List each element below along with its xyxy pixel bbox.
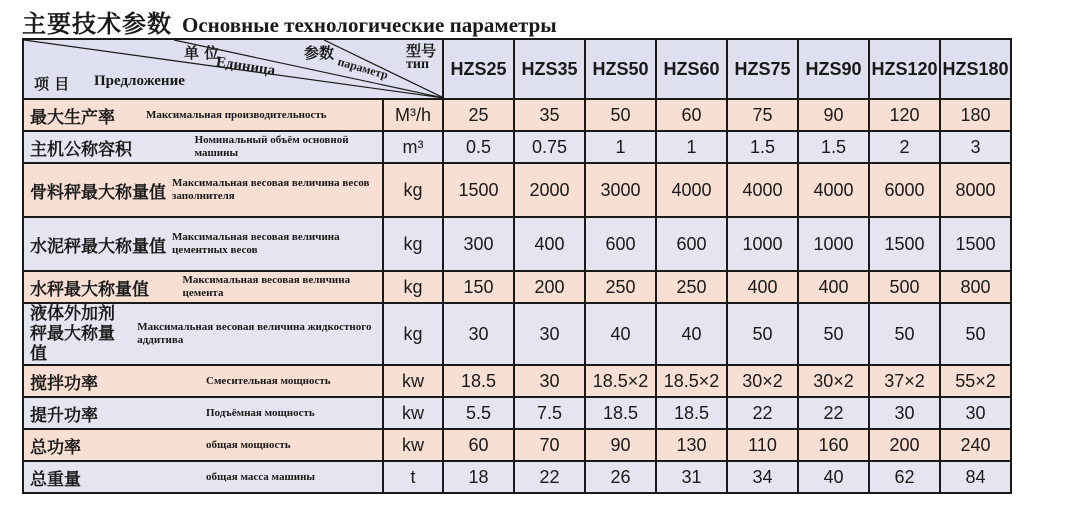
value-cell: 8000 <box>940 163 1011 217</box>
header-model-ru: тип <box>406 57 430 72</box>
value-cell: 6000 <box>869 163 940 217</box>
item-label-cn: 总功率 <box>30 437 81 458</box>
value-cell: 4000 <box>798 163 869 217</box>
model-header: HZS180 <box>940 39 1011 99</box>
item-labels <box>30 103 376 128</box>
item-labels <box>30 401 376 426</box>
value-cell: 22 <box>514 461 585 493</box>
value-cell: 40 <box>798 461 869 493</box>
item-cell <box>23 303 383 365</box>
unit-cell: m³ <box>383 131 443 163</box>
item-labels <box>30 304 376 364</box>
item-label-ru: Максимальная весовая величина жидкостного аддитива <box>137 321 372 346</box>
item-cell <box>23 365 383 397</box>
value-cell: 250 <box>585 271 656 303</box>
value-cell: 300 <box>443 217 514 271</box>
value-cell: 130 <box>656 429 727 461</box>
header-model-cn: 型号 <box>406 42 437 60</box>
value-cell: 18 <box>443 461 514 493</box>
model-header: HZS50 <box>585 39 656 99</box>
value-cell: 18.5×2 <box>656 365 727 397</box>
value-cell: 62 <box>869 461 940 493</box>
item-label-ru: общая мощность <box>206 438 291 451</box>
value-cell: 3000 <box>585 163 656 217</box>
item-labels <box>30 231 376 257</box>
model-header: HZS75 <box>727 39 798 99</box>
model-header: HZS25 <box>443 39 514 99</box>
value-cell: 600 <box>656 217 727 271</box>
item-label-ru: Подъёмная мощность <box>206 406 315 419</box>
item-label-ru: Максимальная весовая величина цементных весов <box>172 231 340 256</box>
value-cell: 1000 <box>798 217 869 271</box>
value-cell: 30 <box>869 397 940 429</box>
value-cell: 1000 <box>727 217 798 271</box>
value-cell: 90 <box>798 99 869 131</box>
value-cell: 110 <box>727 429 798 461</box>
value-cell: 120 <box>869 99 940 131</box>
item-cell <box>23 397 383 429</box>
value-cell: 50 <box>869 303 940 365</box>
unit-cell: M³/h <box>383 99 443 131</box>
value-cell: 18.5 <box>443 365 514 397</box>
value-cell: 0.75 <box>514 131 585 163</box>
parameters-table <box>22 38 1012 494</box>
value-cell: 50 <box>585 99 656 131</box>
value-cell: 160 <box>798 429 869 461</box>
diagonal-header-cell <box>23 39 443 99</box>
header-param-ru: параметр <box>336 54 390 83</box>
header-unit-cn: 单 位 <box>184 44 220 62</box>
item-label-cn: 最大生产率 <box>30 107 115 128</box>
table-row <box>23 303 1011 365</box>
item-label-cn: 搅拌功率 <box>30 373 98 394</box>
item-label-cn: 提升功率 <box>30 405 98 426</box>
value-cell: 18.5 <box>656 397 727 429</box>
header-row <box>23 39 1011 99</box>
model-header: HZS90 <box>798 39 869 99</box>
value-cell: 31 <box>656 461 727 493</box>
value-cell: 37×2 <box>869 365 940 397</box>
value-cell: 90 <box>585 429 656 461</box>
value-cell: 60 <box>656 99 727 131</box>
value-cell: 1.5 <box>798 131 869 163</box>
header-item-cn: 项 目 <box>34 75 70 93</box>
value-cell: 1500 <box>940 217 1011 271</box>
value-cell: 70 <box>514 429 585 461</box>
value-cell: 150 <box>443 271 514 303</box>
table-row <box>23 461 1011 493</box>
table-row <box>23 163 1011 217</box>
value-cell: 30 <box>514 303 585 365</box>
header-param-cn: 参数 <box>304 44 335 62</box>
value-cell: 30 <box>443 303 514 365</box>
value-cell: 50 <box>727 303 798 365</box>
item-cell <box>23 99 383 131</box>
value-cell: 7.5 <box>514 397 585 429</box>
item-label-ru: Смесительная мощность <box>206 374 331 387</box>
value-cell: 30 <box>940 397 1011 429</box>
table-row <box>23 365 1011 397</box>
item-cell <box>23 163 383 217</box>
item-cell <box>23 131 383 163</box>
value-cell: 4000 <box>727 163 798 217</box>
item-label-ru: общая масса машины <box>206 470 316 483</box>
item-cell <box>23 217 383 271</box>
item-cell <box>23 461 383 493</box>
item-labels <box>30 177 376 203</box>
item-label-cn: 总重量 <box>30 469 81 490</box>
table-row <box>23 217 1011 271</box>
table-row <box>23 429 1011 461</box>
item-label-cn: 水秤最大称量值 <box>30 279 149 300</box>
page-title <box>22 4 557 38</box>
table-row <box>23 131 1011 163</box>
value-cell: 30 <box>514 365 585 397</box>
item-label-ru: Максимальная весовая величина цемента <box>182 274 351 299</box>
item-cell <box>23 429 383 461</box>
value-cell: 35 <box>514 99 585 131</box>
value-cell: 0.5 <box>443 131 514 163</box>
value-cell: 30×2 <box>727 365 798 397</box>
value-cell: 600 <box>585 217 656 271</box>
value-cell: 84 <box>940 461 1011 493</box>
value-cell: 40 <box>585 303 656 365</box>
value-cell: 180 <box>940 99 1011 131</box>
table-row <box>23 397 1011 429</box>
unit-cell: kg <box>383 163 443 217</box>
item-label-ru: Номинальный объём основной машины <box>194 134 349 159</box>
value-cell: 25 <box>443 99 514 131</box>
value-cell: 4000 <box>656 163 727 217</box>
item-cell <box>23 271 383 303</box>
value-cell: 30×2 <box>798 365 869 397</box>
value-cell: 55×2 <box>940 365 1011 397</box>
value-cell: 1 <box>656 131 727 163</box>
value-cell: 400 <box>727 271 798 303</box>
item-labels <box>30 274 376 300</box>
item-label-cn: 液体外加剂秤最大称量值 <box>30 304 115 364</box>
header-unit-ru: Единица <box>214 54 277 80</box>
unit-cell: kg <box>383 217 443 271</box>
value-cell: 500 <box>869 271 940 303</box>
value-cell: 200 <box>514 271 585 303</box>
value-cell: 3 <box>940 131 1011 163</box>
value-cell: 40 <box>656 303 727 365</box>
value-cell: 60 <box>443 429 514 461</box>
model-header: HZS120 <box>869 39 940 99</box>
unit-cell: kg <box>383 303 443 365</box>
title-chinese: 主要技术参数 <box>22 10 172 38</box>
value-cell: 50 <box>798 303 869 365</box>
value-cell: 75 <box>727 99 798 131</box>
value-cell: 1500 <box>443 163 514 217</box>
model-header: HZS35 <box>514 39 585 99</box>
unit-cell: kg <box>383 271 443 303</box>
value-cell: 34 <box>727 461 798 493</box>
unit-cell: kw <box>383 397 443 429</box>
unit-cell: t <box>383 461 443 493</box>
item-label-cn: 骨料秤最大称量值 <box>30 182 166 203</box>
value-cell: 2 <box>869 131 940 163</box>
value-cell: 400 <box>798 271 869 303</box>
value-cell: 250 <box>656 271 727 303</box>
item-label-ru: Максимальная производительность <box>146 108 327 121</box>
table-row <box>23 271 1011 303</box>
item-label-cn: 主机公称容积 <box>30 139 132 160</box>
item-labels <box>30 134 376 160</box>
item-label-ru: Максимальная весовая величина весов заполнителя <box>172 177 370 202</box>
unit-cell: kw <box>383 365 443 397</box>
value-cell: 18.5×2 <box>585 365 656 397</box>
value-cell: 22 <box>798 397 869 429</box>
model-header: HZS60 <box>656 39 727 99</box>
value-cell: 26 <box>585 461 656 493</box>
item-labels <box>30 369 376 394</box>
value-cell: 1500 <box>869 217 940 271</box>
table-row <box>23 99 1011 131</box>
value-cell: 50 <box>940 303 1011 365</box>
value-cell: 1.5 <box>727 131 798 163</box>
value-cell: 18.5 <box>585 397 656 429</box>
unit-cell: kw <box>383 429 443 461</box>
value-cell: 22 <box>727 397 798 429</box>
value-cell: 5.5 <box>443 397 514 429</box>
value-cell: 1 <box>585 131 656 163</box>
value-cell: 200 <box>869 429 940 461</box>
value-cell: 2000 <box>514 163 585 217</box>
value-cell: 400 <box>514 217 585 271</box>
item-labels <box>30 433 376 458</box>
value-cell: 240 <box>940 429 1011 461</box>
value-cell: 800 <box>940 271 1011 303</box>
item-labels <box>30 465 376 490</box>
title-russian: Основные технологические параметры <box>182 13 557 37</box>
item-label-cn: 水泥秤最大称量值 <box>30 236 166 257</box>
header-item-ru: Предложение <box>94 73 185 89</box>
